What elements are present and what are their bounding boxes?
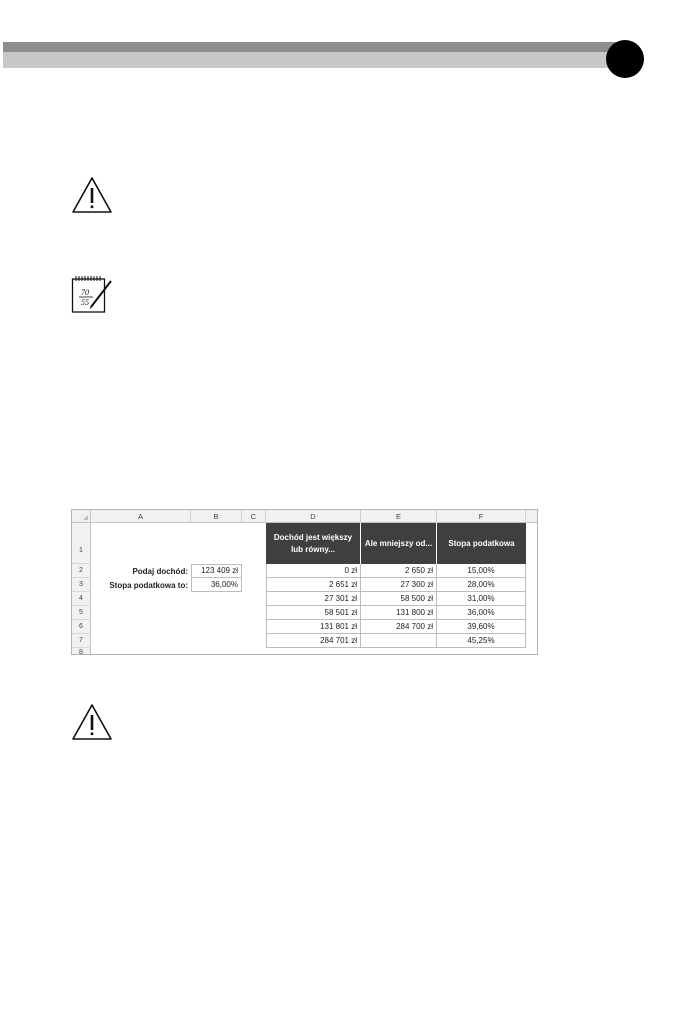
column-header-e[interactable]: E	[361, 510, 437, 523]
column-header-c[interactable]: C	[242, 510, 266, 523]
chapter-header-bar	[3, 42, 625, 68]
row-header-8[interactable]: 8	[72, 648, 91, 655]
table-header-max-income[interactable]: Ale mniejszy od...	[361, 523, 437, 564]
column-header-a[interactable]: A	[91, 510, 191, 523]
row-header-3[interactable]: 3	[72, 578, 91, 592]
table-cell-e4[interactable]: 58 500 zł	[361, 592, 437, 606]
table-cell-e3[interactable]: 27 300 zł	[361, 578, 437, 592]
income-input-cell[interactable]: 123 409 zł	[191, 564, 242, 578]
table-cell-e5[interactable]: 131 800 zł	[361, 606, 437, 620]
table-header-min-income[interactable]: Dochód jest większy lub równy...	[266, 523, 361, 564]
tax-rate-result-label: Stopa podatkowa to:	[109, 581, 188, 590]
row-header-2[interactable]: 2	[72, 564, 91, 578]
row-header-5[interactable]: 5	[72, 606, 91, 620]
warning-icon	[71, 703, 113, 741]
table-cell-f5[interactable]: 36,00%	[437, 606, 526, 620]
header-bar-dark-stripe	[3, 42, 625, 52]
column-header-d[interactable]: D	[266, 510, 361, 523]
table-header-tax-rate[interactable]: Stopa podatkowa	[437, 523, 526, 564]
table-cell-e2[interactable]: 2 650 zł	[361, 564, 437, 578]
table-cell-e7[interactable]	[361, 634, 437, 648]
table-cell-f3[interactable]: 28,00%	[437, 578, 526, 592]
table-cell-d6[interactable]: 131 801 zł	[266, 620, 361, 634]
chapter-marker-circle	[606, 40, 644, 78]
tax-rate-result-cell[interactable]: 36,00%	[191, 578, 242, 592]
row-header-1[interactable]: 1	[72, 523, 91, 564]
column-header-b[interactable]: B	[191, 510, 242, 523]
table-cell-e6[interactable]: 284 700 zł	[361, 620, 437, 634]
row-header-7[interactable]: 7	[72, 634, 91, 648]
table-cell-d2[interactable]: 0 zł	[266, 564, 361, 578]
table-cell-f4[interactable]: 31,00%	[437, 592, 526, 606]
table-cell-f2[interactable]: 15,00%	[437, 564, 526, 578]
table-cell-f6[interactable]: 39,60%	[437, 620, 526, 634]
table-cell-d7[interactable]: 284 701 zł	[266, 634, 361, 648]
notepad-icon-text-top: 70	[81, 288, 89, 297]
table-cell-d3[interactable]: 2 651 zł	[266, 578, 361, 592]
column-header-blank	[526, 510, 538, 523]
column-header-f[interactable]: F	[437, 510, 526, 523]
notepad-icon-text-bottom: 55	[81, 298, 89, 307]
warning-icon	[71, 176, 113, 214]
spreadsheet	[71, 509, 538, 655]
income-input-label: Podaj dochód:	[132, 567, 188, 576]
table-cell-d4[interactable]: 27 301 zł	[266, 592, 361, 606]
row-header-6[interactable]: 6	[72, 620, 91, 634]
row-header-4[interactable]: 4	[72, 592, 91, 606]
table-cell-d5[interactable]: 58 501 zł	[266, 606, 361, 620]
table-cell-f7[interactable]: 45,25%	[437, 634, 526, 648]
header-bar-light-stripe	[3, 52, 625, 68]
notepad-icon	[71, 274, 113, 314]
select-all-corner[interactable]	[72, 510, 91, 523]
